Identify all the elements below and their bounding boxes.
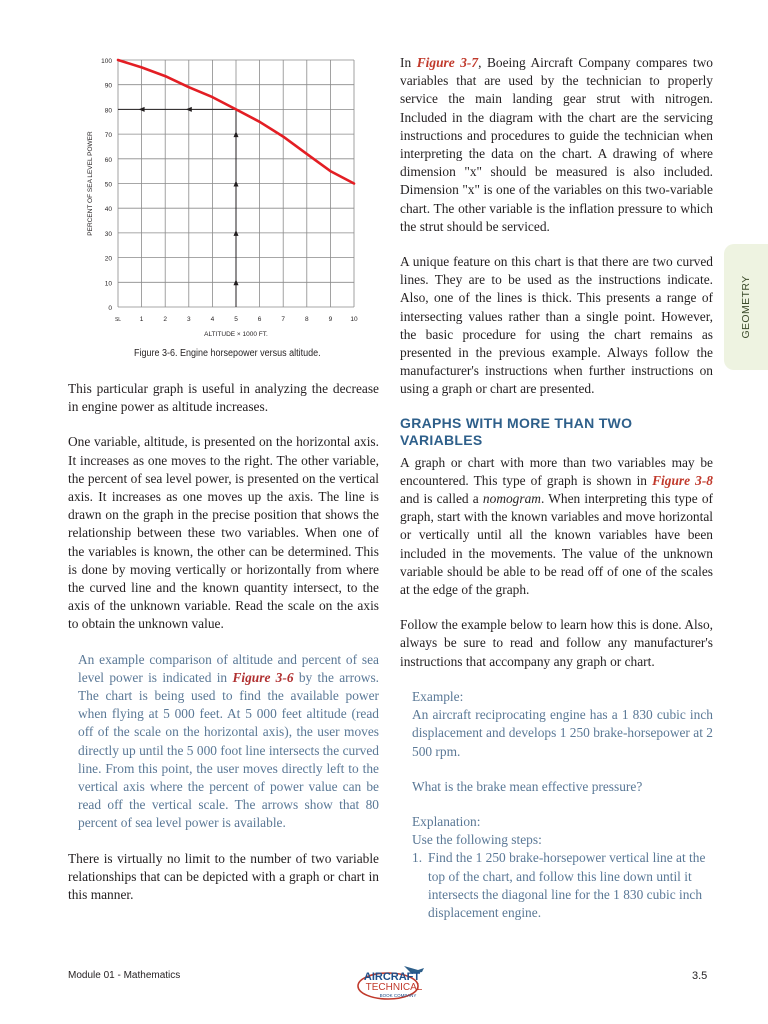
x-tick-label: 2 [163,316,168,323]
y-tick-label: 70 [104,132,112,140]
explanation-label: Explanation: [412,813,481,829]
page-number: 3.5 [692,970,708,982]
x-tick-label: 6 [257,316,262,323]
right-column [400,54,713,922]
x-tick-label: 4 [210,316,215,323]
right-paragraph-2: A unique feature on this chart is that there are two curved lines. They are to be used as the instructions indicate. Also, one of the lines is thick. This presents a range of intersecting values rather than a single point. However, the basic procedure for using the chart remains as presented in the previous example. Always follow the manufacturer's instructions when further instructions on using a graph or chart are presented. [400,254,713,397]
y-tick-label: 40 [104,206,112,214]
right-p1-a: In [400,55,412,70]
y-tick-label: 50 [104,181,112,189]
x-tick-label: 3 [186,316,191,323]
figure-3-7-link[interactable]: Figure 3-7 [416,55,479,70]
right-p3-c: . When interpreting this type of graph, start with the known variables and move horizontal or vertically until all the known variables have been included in the movements. The value of the unknown variable should be able to be read off of one of the scales at the edge of the graph. [400,491,713,598]
y-axis-label: PERCENT OF SEA LEVEL POWER [87,131,94,236]
nomogram-term: nomogram [482,491,541,507]
chapter-tab[interactable] [724,244,768,370]
x-axis-label: ALTITUDE × 1000 FT. [204,331,268,338]
step-1-number: 1. [412,850,423,866]
right-p3-a: A graph or chart with more than two variables may be encountered. This type of graph is shown in [400,454,713,488]
step-1 [412,849,713,922]
section-heading: GRAPHS WITH MORE THAN TWO VARIABLES [400,414,633,448]
right-p3-b: and is called a [400,491,479,507]
worked-example [400,688,713,922]
engine-horsepower-chart [82,52,382,342]
x-tick-label: SL [114,317,122,323]
footer-module: Module 01 - Mathematics [68,970,181,981]
y-tick-label: 10 [104,280,112,288]
step-1-text: Find the 1 250 brake-horsepower vertical line at the top of the chart, and follow this line down until it intersects the diagonal line for the 1 830 cubic inch displacement engine. [428,850,706,920]
logo-line-3: BOOK COMPANY [379,993,417,998]
left-column [68,380,379,904]
figure-caption: Figure 3-6. Engine horsepower versus altitude. [134,348,321,359]
publisher-logo [352,962,432,1002]
right-p1-b: , Boeing Aircraft Company compares two variables that are used by the technician to properly service the main landing gear strut with nitrogen. Included in the diagram with the chart are the servicing instructions and procedures to guide the technician when interpreting the data on the chart. A drawing of where dimension "x" should be measured is also included. Dimension "x" is one of the variables on this two-variable chart. The other variable is the inflation pressure to which the strut should be serviced. [400,55,713,234]
left-paragraph-3: There is virtually no limit to the number of two variable relationships that can be depicted with a graph or chart in this manner. [68,850,379,903]
logo-line-2: TECHNICAL [365,982,423,993]
right-paragraph-4: Follow the example below to learn how this is done. Also, always be sure to read and follow any manufacturer's instructions that accompany any graph or chart. [400,617,713,669]
x-tick-label: 1 [139,316,144,323]
example-question: What is the brake mean effective pressure? [412,778,643,794]
y-tick-label: 60 [104,156,112,164]
steps-intro: Use the following steps: [412,832,542,848]
y-tick-label: 30 [104,230,112,238]
example-text: An aircraft reciprocating engine has a 1 830 cubic inch displacement and develops 1 250 brake-horsepower at 2 500 rpm. [412,707,713,759]
x-tick-label: 7 [281,316,286,323]
chart-svg [82,52,382,342]
figure-3-6-link[interactable]: Figure 3-6 [232,669,294,685]
chapter-tab-label: GEOMETRY [740,275,752,339]
example-text-b: by the arrows. The chart is being used to find the available power when flying at 5 000 feet. At 5 000 feet altitude (read off of the scale on the horizontal axis), the user moves directly up until the 5 000 foot line intersects the curved line. From this point, the user moves directly left to the vertical axis where the percent of power value can be read off the vertical scale. The arrows show that 80 percent of sea level power is available. [78,669,379,831]
x-tick-label: 9 [328,316,333,323]
y-tick-label: 0 [108,305,112,312]
example-block [68,651,379,833]
logo-line-1: AIRCRAFT [363,971,421,983]
left-paragraph-2: One variable, altitude, is presented on the horizontal axis. It increases as one moves to the right. The other variable, the percent of sea level power, is presented on the vertical axis. It increases as one moves up the axis. The line is drawn on the graph in the precise position that shows the relationship between these two variables. When one of the variables is known, the other can be determined. This is done by moving vertically or horizontally from where the curved line and the known quantity intersect, to the axis of the unknown variable. Read the scale on the axis to obtain the unknown value. [68,434,379,632]
x-tick-label: 8 [304,316,309,323]
y-tick-label: 100 [101,58,112,65]
example-text-a: An example comparison of altitude and percent of sea level power is indicated in [78,651,379,685]
example-label: Example: [412,688,464,704]
figure-3-8-link[interactable]: Figure 3-8 [652,472,713,488]
x-tick-label: 5 [234,316,238,323]
left-paragraph-1: This particular graph is useful in analyzing the decrease in engine power as altitude increases. [68,381,379,415]
y-tick-label: 20 [104,255,112,263]
y-tick-label: 90 [104,82,112,90]
y-tick-label: 80 [104,107,112,115]
x-tick-label: 10 [350,316,358,323]
